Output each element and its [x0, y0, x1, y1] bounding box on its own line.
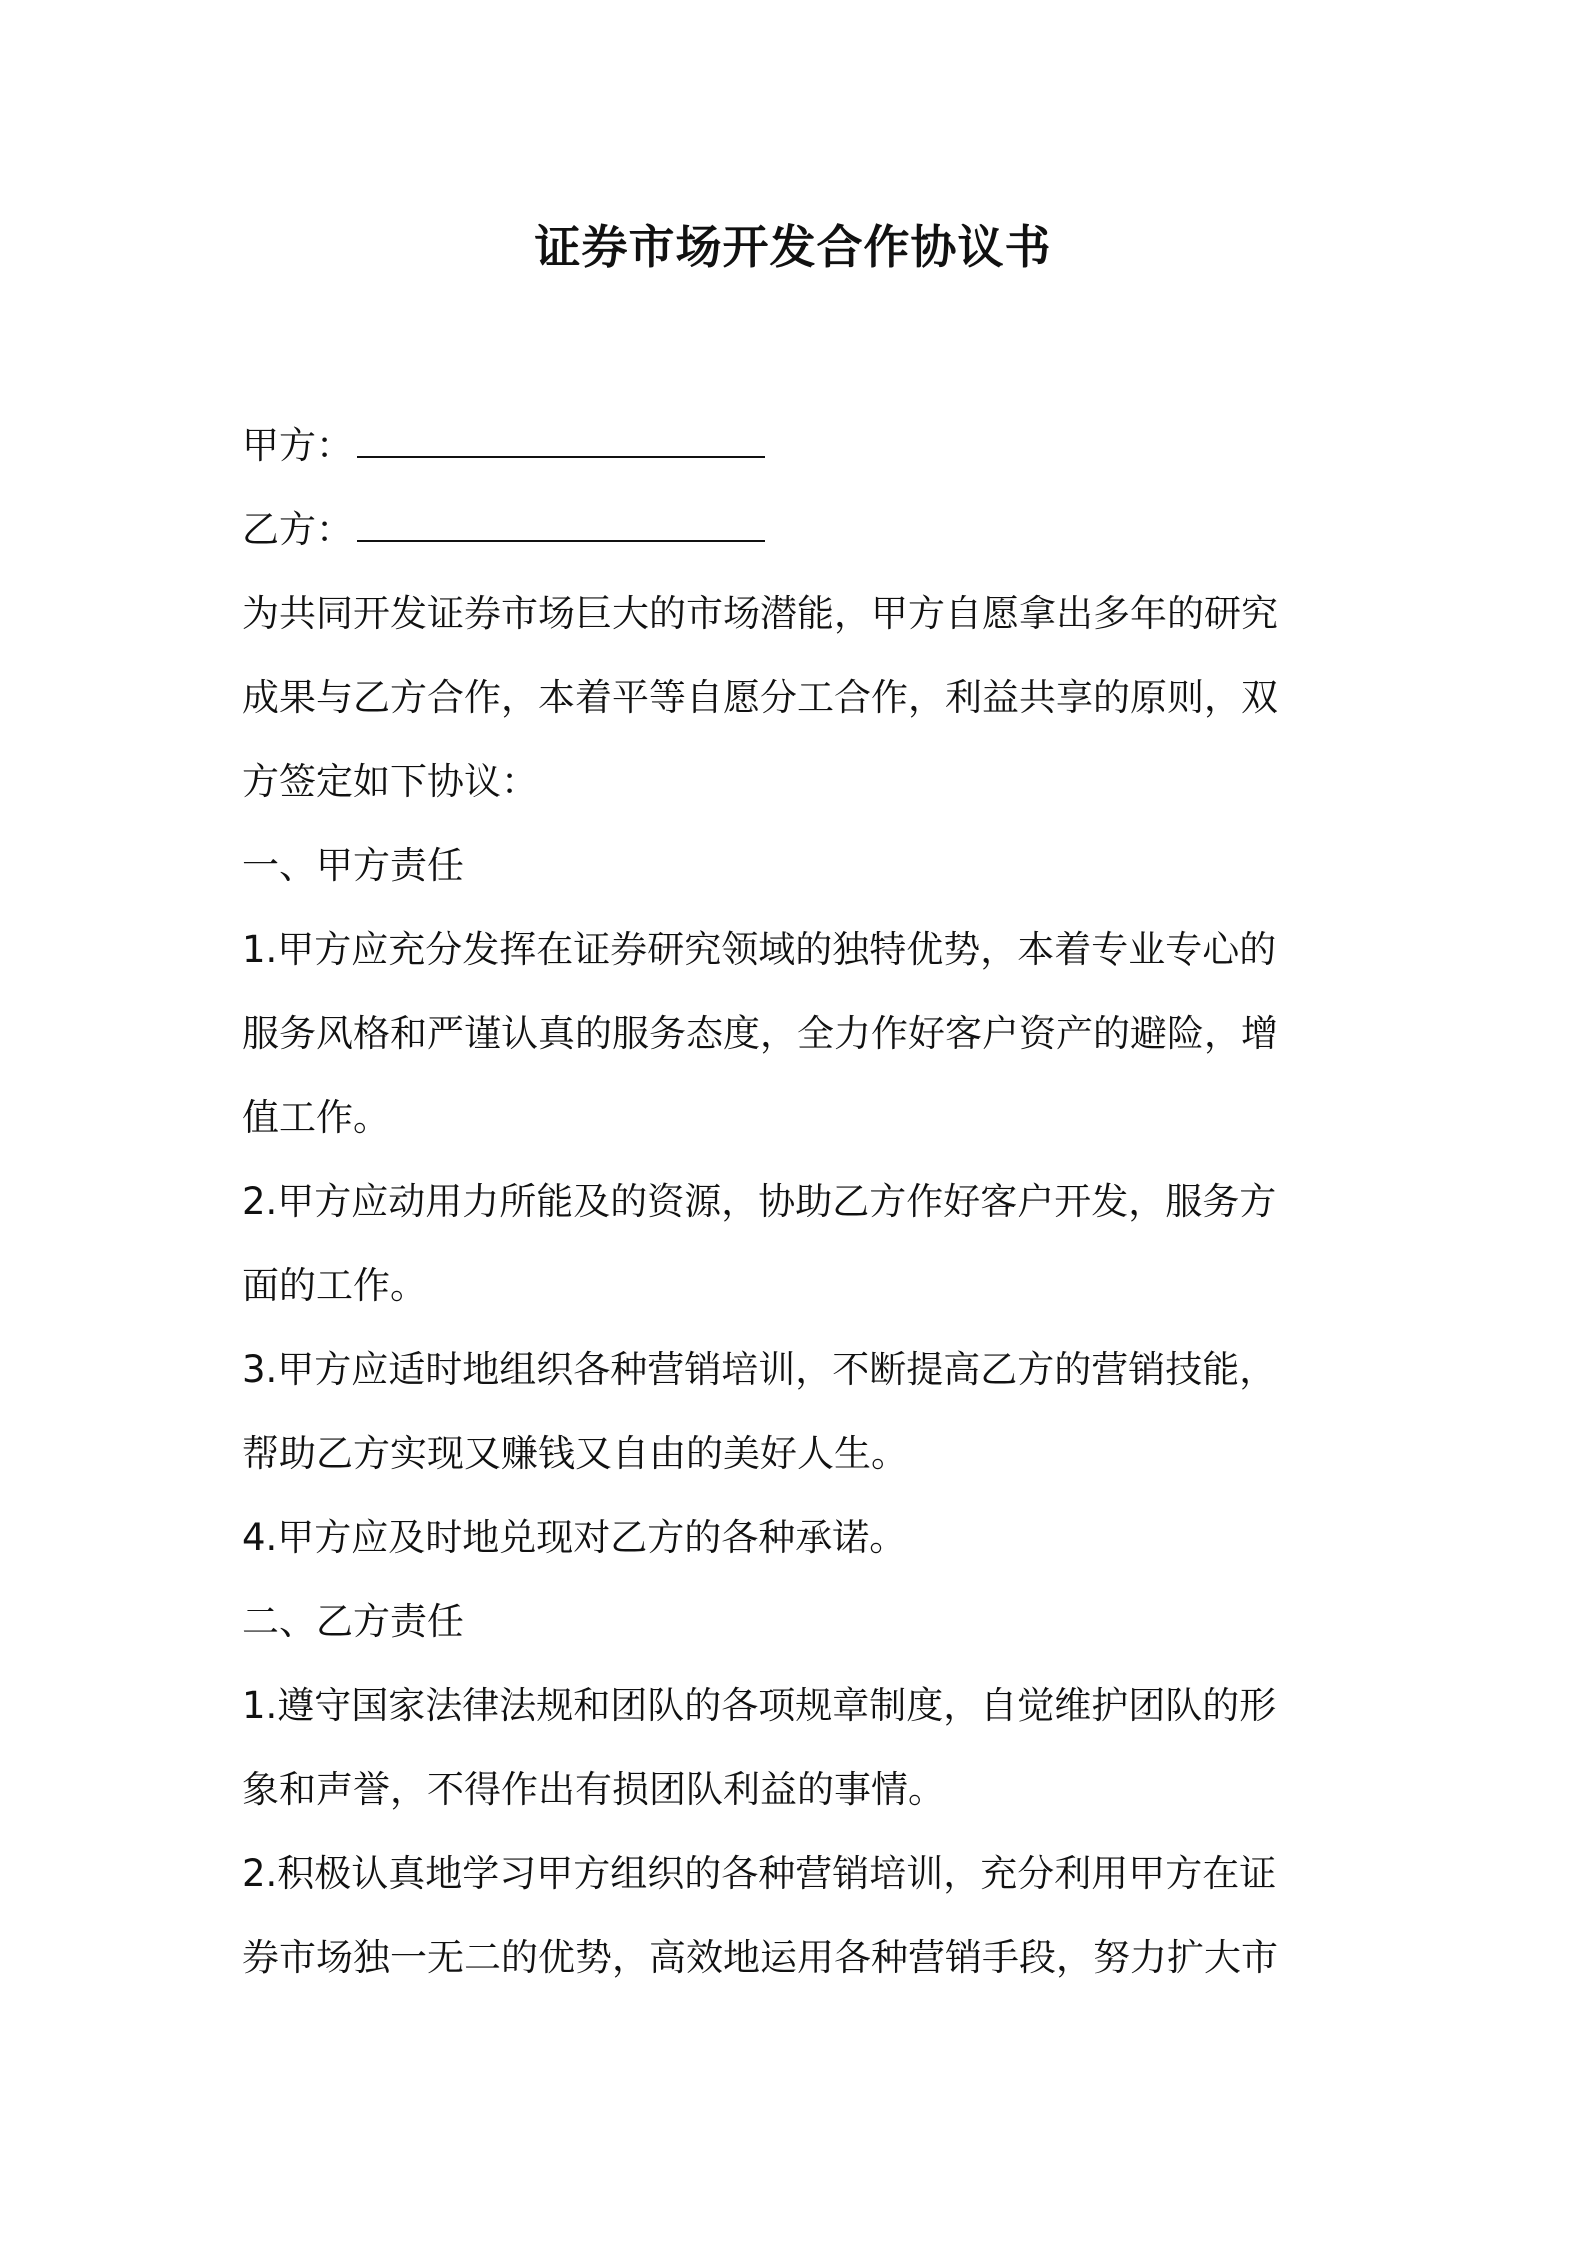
body-line: 2.甲方应动用力所能及的资源，协助乙方作好客户开发，服务方	[242, 1180, 1277, 1223]
body-line: 2.积极认真地学习甲方组织的各种营销培训，充分利用甲方在证	[242, 1852, 1277, 1895]
body-line: 3.甲方应适时地组织各种营销培训，不断提高乙方的营销技能，	[242, 1348, 1277, 1391]
party-b-line	[242, 488, 1362, 572]
party-b-blank	[357, 510, 765, 542]
body-line: 面的工作。	[242, 1264, 427, 1307]
body-line: 1.甲方应充分发挥在证券研究领域的独特优势，本着专业专心的	[242, 928, 1277, 971]
body-line: 成果与乙方合作，本着平等自愿分工合作，利益共享的原则，双	[242, 676, 1278, 719]
party-a-blank	[357, 426, 765, 458]
body-line: 值工作。	[242, 1096, 390, 1139]
body-line: 帮助乙方实现又赚钱又自由的美好人生。	[242, 1432, 908, 1475]
body-line: 券市场独一无二的优势，高效地运用各种营销手段，努力扩大市	[242, 1936, 1278, 1979]
body-line: 服务风格和严谨认真的服务态度，全力作好客户资产的避险，增	[242, 1012, 1278, 1055]
document-title: 证券市场开发合作协议书	[534, 220, 1052, 274]
party-b-label: 乙方：	[242, 508, 353, 551]
body-line: 方签定如下协议：	[242, 760, 538, 803]
body-line: 1.遵守国家法律法规和团队的各项规章制度，自觉维护团队的形	[242, 1684, 1277, 1727]
body-line: 4.甲方应及时地兑现对乙方的各种承诺。	[242, 1516, 907, 1559]
party-a-line	[242, 404, 1362, 488]
body-line: 为共同开发证券市场巨大的市场潜能，甲方自愿拿出多年的研究	[242, 592, 1278, 635]
body-line: 象和声誉，不得作出有损团队利益的事情。	[242, 1768, 945, 1811]
party-a-label: 甲方：	[242, 424, 353, 467]
section-heading: 一、甲方责任	[242, 844, 464, 887]
section-heading: 二、乙方责任	[242, 1600, 464, 1643]
document-body	[242, 404, 1362, 2000]
